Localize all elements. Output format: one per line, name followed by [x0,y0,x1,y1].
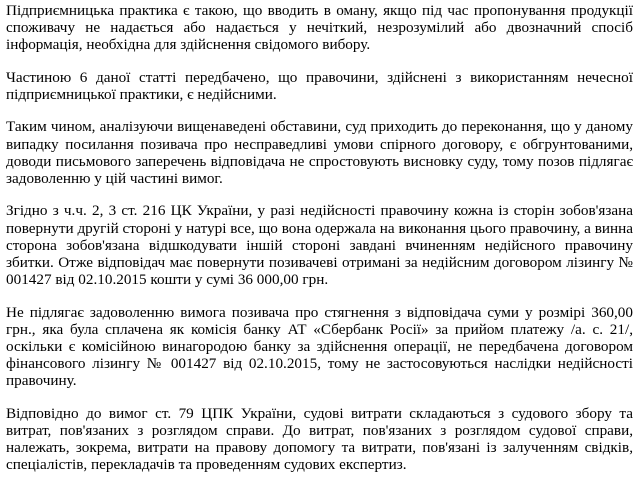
paragraph-court-conclusion: Таким чином, аналізуючи вищенаведені обставини, суд приходить до переконання, що у даному випадку посилання позивача про несправедливі умови спірного договору, є обгрунтованими, доводи письмового заперечень відповідача не спростовують висновку суду, тому позов підлягає задоволенню у цій частині вимог. [6,118,633,187]
paragraph-misleading-practice: Підприємницька практика є такою, що вводить в оману, якщо під час пропонування продукції споживачу не надається або надається у нечіткий, незрозумілий або двозначний спосіб інформація, необхідна для здійснення свідомого вибору. [6,2,633,54]
paragraph-part-6: Частиною 6 даної статті передбачено, що правочини, здійснені з використанням нечесної підприємницької практики, є недійсними. [6,68,633,103]
paragraph-court-costs: Відповідно до вимог ст. 79 ЦПК України, судові витрати складаються з судового збору та витрат, пов'язаних з розглядом справи. До витрат, пов'язаних з розглядом судової справи, належать, зокрема, витрати на правову допомогу та витрати, пов'язані із залученням свідків, спеціалістів, перекладачів та проведенням судових експертиз. [6,404,633,474]
paragraph-bank-commission: Не підлягає задоволенню вимога позивача про стягнення з відповідача суми у розмірі 360,00 грн., яка була сплачена як комісія банку АТ «Сбербанк Росії» за прийом платежу /а. с. 21/, оскільки є комісійною винагородою банку за здійснення операції, не передбачена договором фінансового лізингу № 001427 від 02.10.2015, тому не застосовуються наслідки недійсності правочину. [6,303,633,390]
document-body [6,2,633,474]
paragraph-article-216: Згідно з ч.ч. 2, 3 ст. 216 ЦК України, у разі недійсності правочину кожна із сторін зобов'язана повернути другій стороні у натурі все, що вона одержала на виконання цього правочину, а винна сторона зобов'язана відшкодувати іншій стороні завдані вчиненням недійсного правочину збитки. Отже відповідач має повернути позивачеві отримані за недійсним договором лізингу № 001427 від 02.10.2015 кошти у сумі 36 000,00 грн. [6,202,633,289]
